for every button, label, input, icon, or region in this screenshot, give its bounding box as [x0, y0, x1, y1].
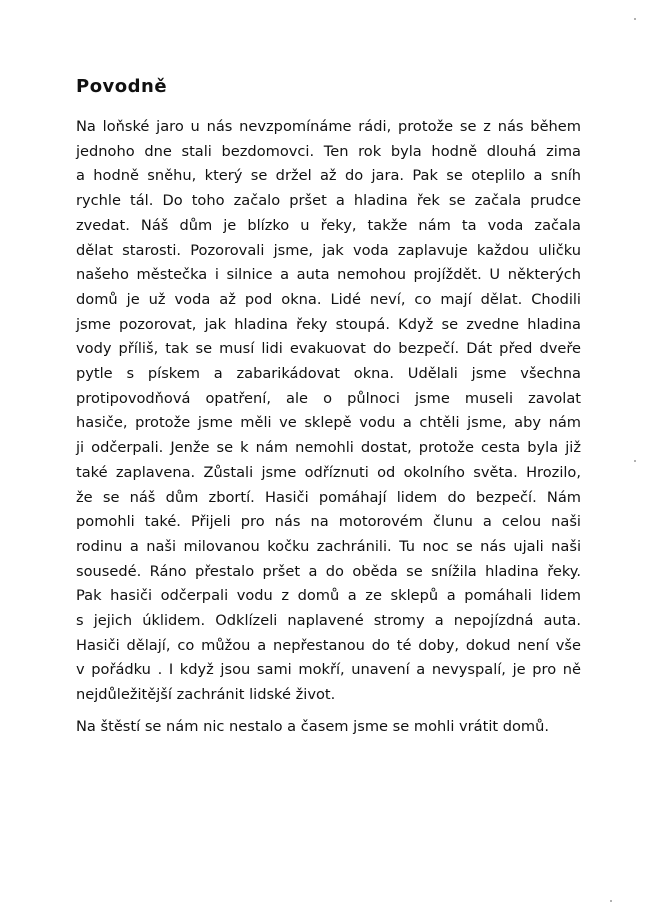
text-line: domů je už voda až pod okna. Lidé neví, co mají dělat. Chodili — [76, 290, 581, 308]
text-line: rodinu a naši milovanou kočku zachránili. Tu noc se nás ujali naši — [76, 537, 581, 555]
scan-speck — [634, 460, 636, 462]
text-line: protipovodňová opatření, ale o půlnoci jsme museli zavolat — [76, 389, 581, 407]
text-line: jsme pozorovat, jak hladina řeky stoupá. Když se zvedne hladina — [76, 315, 581, 333]
text-line: sousedé. Ráno přestalo pršet a do oběda se snížila hladina řeky. — [76, 562, 581, 580]
text-line: Hasiči dělají, co můžou a nepřestanou do té doby, dokud není vše — [76, 636, 581, 654]
document-title: Povodně — [76, 76, 168, 97]
text-line: a hodně sněhu, který se držel až do jara. Pak se oteplilo a sníh — [76, 167, 581, 185]
text-line: rychle tál. Do toho začalo pršet a hladina řek se začala prudce — [76, 192, 581, 210]
text-line: pomohli také. Přijeli pro nás na motorovém člunu a celou naši — [76, 513, 581, 531]
text-line: že se náš dům zbortí. Hasiči pomáhají lidem do bezpečí. Nám — [76, 488, 581, 506]
text-line: v pořádku . I když jsou sami mokří, unavení a nevyspalí, je pro ně — [76, 661, 581, 679]
text-line: zvedat. Náš dům je blízko u řeky, takže nám ta voda začala — [76, 216, 581, 234]
text-line: vody příliš, tak se musí lidi evakuovat do bezpečí. Dát před dveře — [76, 340, 581, 358]
text-line: Na štěstí se nám nic nestalo a časem jsme se mohli vrátit domů. — [76, 718, 550, 735]
scan-speck — [634, 18, 636, 20]
text-line: hasiče, protože jsme měli ve sklepě vodu a chtěli jsme, aby nám — [76, 414, 581, 432]
text-line: také zaplavena. Zůstali jsme odříznuti od okolního světa. Hrozilo, — [76, 463, 581, 481]
text-line: Na loňské jaro u nás nevzpomínáme rádi, protože se z nás během — [76, 118, 581, 135]
text-line: Pak hasiči odčerpali vodu z domů a ze sklepů a pomáhali lidem — [76, 587, 581, 605]
text-line: nejdůležitější zachránit lidské život. — [76, 686, 336, 704]
text-line: s jejich úklidem. Odklízeli naplavené stromy a nepojízdná auta. — [76, 612, 581, 629]
text-line: ji odčerpali. Jenže se k nám nemohli dostat, protože cesta byla již — [76, 439, 581, 457]
text-line: jednoho dne stali bezdomovci. Ten rok byla hodně dlouhá zima — [76, 142, 581, 160]
text-line: našeho městečka i silnice a auta nemohou projíždět. U některých — [76, 266, 581, 284]
text-line: pytle s pískem a zabarikádovat okna. Udělali jsme všechna — [76, 365, 581, 382]
scan-speck — [610, 900, 612, 902]
text-line: dělat starosti. Pozorovali jsme, jak voda zaplavuje každou uličku — [76, 241, 581, 259]
